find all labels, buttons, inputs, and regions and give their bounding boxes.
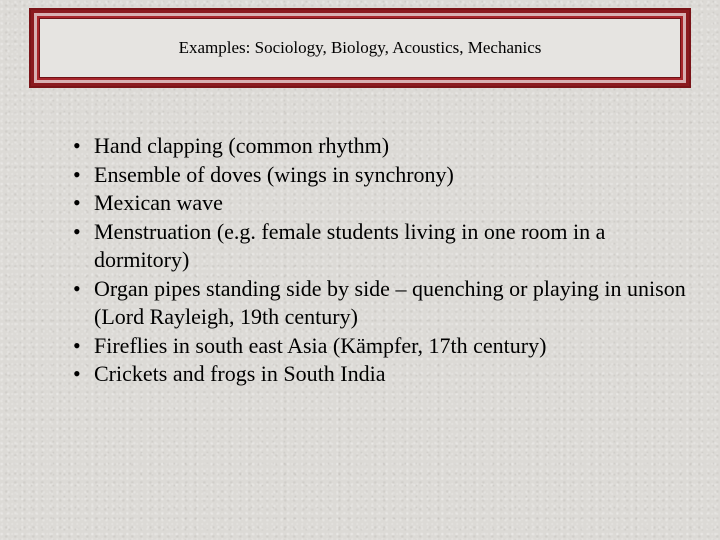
list-item-text: Crickets and frogs in South India	[94, 361, 386, 386]
bullet-icon: •	[73, 133, 81, 158]
list-item	[73, 189, 686, 218]
list-item-text: Menstruation (e.g. female students living in one room in a dormitory)	[94, 218, 606, 272]
bullet-list	[73, 132, 686, 389]
list-item-text: Ensemble of doves (wings in synchrony)	[94, 161, 454, 187]
list-item-text: Fireflies in south east Asia (Kämpfer, 17th century)	[94, 332, 547, 358]
list-item	[73, 132, 686, 161]
list-item-text: Mexican wave	[94, 190, 223, 215]
bullet-icon: •	[73, 218, 81, 244]
list-item	[73, 161, 686, 190]
bullet-icon: •	[73, 361, 81, 386]
title-panel	[39, 18, 681, 78]
list-item-text: Hand clapping (common rhythm)	[94, 133, 390, 158]
bullet-icon: •	[73, 190, 81, 215]
bullet-icon: •	[73, 275, 81, 301]
title-frame	[29, 8, 691, 88]
list-item	[73, 218, 686, 275]
list-item	[73, 332, 686, 361]
bullet-icon: •	[73, 161, 81, 187]
title-frame-inner	[34, 13, 686, 83]
slide-title: Examples: Sociology, Biology, Acoustics, Mechanics	[178, 38, 542, 57]
list-item	[73, 275, 686, 332]
bullet-icon: •	[73, 332, 81, 358]
list-item-text: Organ pipes standing side by side – quenching or playing in unison (Lord Rayleigh, 19th century)	[94, 275, 686, 329]
list-item	[73, 360, 686, 389]
